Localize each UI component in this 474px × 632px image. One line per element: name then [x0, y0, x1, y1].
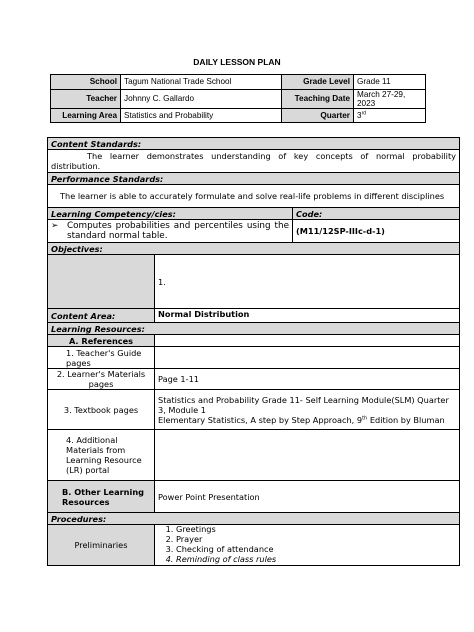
quarter-value: [354, 108, 426, 123]
code-heading: Code:: [293, 208, 460, 220]
teachers-guide-value: [155, 347, 460, 369]
list-item: 2. Prayer: [176, 535, 456, 545]
info-row-area: [51, 108, 426, 123]
textbook-value: [155, 390, 460, 430]
content-standards-heading: Content Standards:: [48, 138, 460, 150]
list-item: 4. Reminding of class rules: [176, 555, 456, 565]
info-row-school: [51, 75, 426, 90]
grade-level-value: Grade 11: [354, 75, 426, 90]
learning-resources-heading: [48, 323, 460, 335]
grade-level-label: Grade Level: [282, 75, 354, 90]
learners-materials-value: Page 1-11: [155, 369, 460, 390]
quarter-suffix: rd: [361, 110, 367, 117]
preliminaries-label: Preliminaries: [48, 525, 155, 566]
competency-item: [48, 220, 293, 243]
textbook-reference-1: Statistics and Probability Grade 11- Self Learning Module(SLM) Quarter 3, Module 1: [158, 394, 449, 415]
learners-materials-label: 2. Learner's Materials pages: [48, 369, 155, 390]
school-label: School: [51, 75, 121, 90]
additional-materials-label: 4. Additional Materials from Learning Resource (LR) portal: [48, 430, 155, 481]
page-title: DAILY LESSON PLAN: [193, 57, 281, 67]
procedures-heading: Procedures:: [48, 513, 460, 525]
other-resources-label: B. Other Learning Resources: [48, 481, 155, 513]
preliminaries-list: [158, 525, 456, 564]
quarter-label: Quarter: [282, 108, 354, 123]
school-value: Tagum National Trade School: [121, 75, 282, 90]
textbook-reference-2: [158, 415, 456, 425]
content-area-heading: Content Area:: [48, 309, 155, 323]
preliminaries-steps: [155, 525, 460, 566]
learning-area-value: Statistics and Probability: [121, 108, 282, 123]
content-area-value: Normal Distribution: [155, 309, 460, 323]
teacher-value: Johnny C. Gallardo: [121, 89, 282, 108]
objective-item: 1.: [155, 255, 460, 309]
teaching-date-label: Teaching Date: [282, 89, 354, 108]
list-item: 3. Checking of attendance: [176, 545, 456, 555]
objectives-heading: Objectives:: [48, 243, 460, 255]
references-label: A. References: [48, 335, 155, 347]
other-resources-value: Power Point Presentation: [155, 481, 460, 513]
competency-code: (M11/12SP-IIIc-d-1): [293, 220, 460, 243]
teacher-label: Teacher: [51, 89, 121, 108]
bullet-arrow-icon: ➢: [51, 221, 59, 231]
references-value: [155, 335, 460, 347]
info-row-teacher: [51, 89, 426, 108]
textbook-reference-2-b: Edition by Bluman: [367, 414, 445, 425]
textbook-label: 3. Textbook pages: [48, 390, 155, 430]
teaching-date-value: March 27-29, 2023: [354, 89, 426, 108]
content-standards-text: The learner demonstrates understanding of key concepts of normal probability distribution.: [48, 150, 460, 173]
textbook-edition-suffix: th: [362, 414, 368, 421]
competency-text: Computes probabilities and percentiles using the standard normal table.: [67, 221, 289, 241]
teachers-guide-label: 1. Teacher's Guide pages: [48, 347, 155, 369]
learning-area-label: Learning Area: [51, 108, 121, 123]
objectives-label-cell: [48, 255, 155, 309]
list-item: 1. Greetings: [176, 525, 456, 535]
learning-resources-label: Learning Resources:: [51, 323, 145, 334]
performance-standards-text: The learner is able to accurately formulate and solve real-life problems in different disciplines: [48, 185, 460, 208]
performance-standards-heading: Performance Standards:: [48, 173, 460, 185]
textbook-reference-2-a: Elementary Statistics, A step by Step Approach, 9: [158, 414, 363, 425]
quarter-number: 3: [357, 110, 362, 120]
lesson-plan-table: [47, 137, 460, 566]
lesson-info-table: [50, 74, 426, 123]
learning-competency-heading: Learning Competency/cies:: [48, 208, 293, 220]
additional-materials-value: [155, 430, 460, 481]
